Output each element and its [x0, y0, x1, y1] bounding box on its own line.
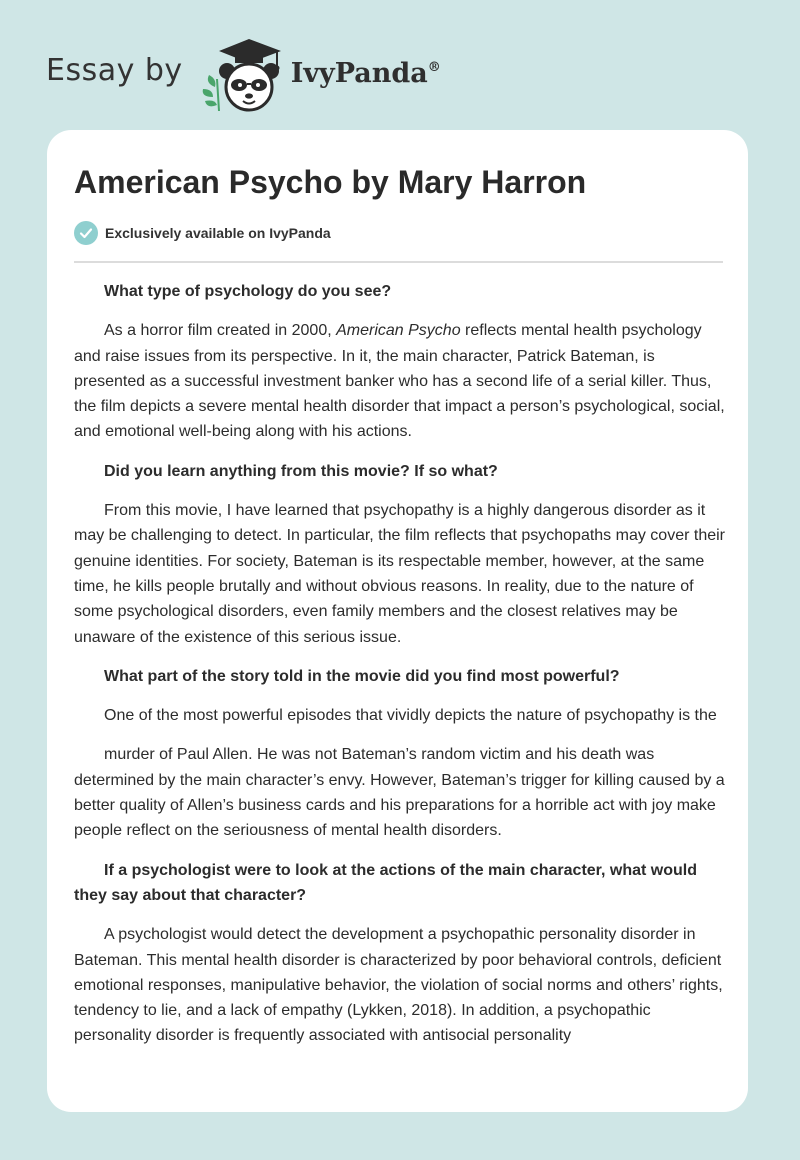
paragraph-1: As a horror film created in 2000, American Psycho reflects mental health psychology and raise issues from its perspective. In it, the main character, Patrick Bateman, is presented as a successful investment banker who has a second life of a serial killer. Thus, the film depicts a severe mental health disorder that impact a person’s psychological, social, and emotional well-being along with his actions.	[74, 322, 725, 441]
question-3: What part of the story told in the movie did you find most powerful?	[104, 667, 620, 685]
paragraph-3: One of the most powerful episodes that vividly depicts the nature of psychopathy is the	[104, 707, 717, 725]
brand-header[interactable]	[46, 34, 441, 114]
question-2: Did you learn anything from this movie? If so what?	[104, 462, 498, 480]
brand-prefix: Essay by	[46, 52, 183, 88]
ivypanda-logo-icon	[197, 35, 289, 113]
question-4: If a psychologist were to look at the actions of the main character, what would they say about that character?	[74, 861, 697, 904]
question-1: What type of psychology do you see?	[104, 283, 392, 300]
essay-body	[74, 279, 726, 1063]
exclusive-badge-text: Exclusively available on IvyPanda	[105, 225, 331, 241]
essay-card	[47, 130, 748, 1112]
check-icon	[74, 221, 98, 245]
paragraph-2: From this movie, I have learned that psychopathy is a highly dangerous disorder as it may be challenging to detect. In particular, the film reflects that psychopaths may cover their genuine identities. For society, Bateman is its respectable member, however, at the same time, he kills people brutally and without obvious reasons. In reality, due to the nature of some psychological disorders, even family members and the closest relatives may be unaware of the existence of this serious issue.	[74, 502, 725, 646]
registered-mark: ®	[427, 59, 441, 75]
brand-name: IvyPanda®	[290, 57, 441, 89]
exclusive-badge	[74, 221, 331, 245]
page-title: American Psycho by Mary Harron	[74, 164, 587, 200]
divider	[74, 261, 723, 263]
film-title-italic: American Psycho	[336, 322, 461, 340]
paragraph-4: murder of Paul Allen. He was not Bateman’s random victim and his death was determined by the main character’s envy. However, Bateman’s trigger for killing caused by a better quality of Allen’s business cards and his preparations for a horrible act with joy make people reflect on the seriousness of mental health disorders.	[74, 746, 725, 840]
paragraph-5: A psychologist would detect the development a psychopathic personality disorder in Bateman. This mental health disorder is characterized by poor behavioral controls, deficient emotional responses, manipulative behavior, the violation of social norms and others’ rights, tendency to lie, and a lack of empathy (Lykken, 2018). In addition, a psychopathic personality disorder is frequently associated with antisocial personality	[74, 926, 723, 1045]
